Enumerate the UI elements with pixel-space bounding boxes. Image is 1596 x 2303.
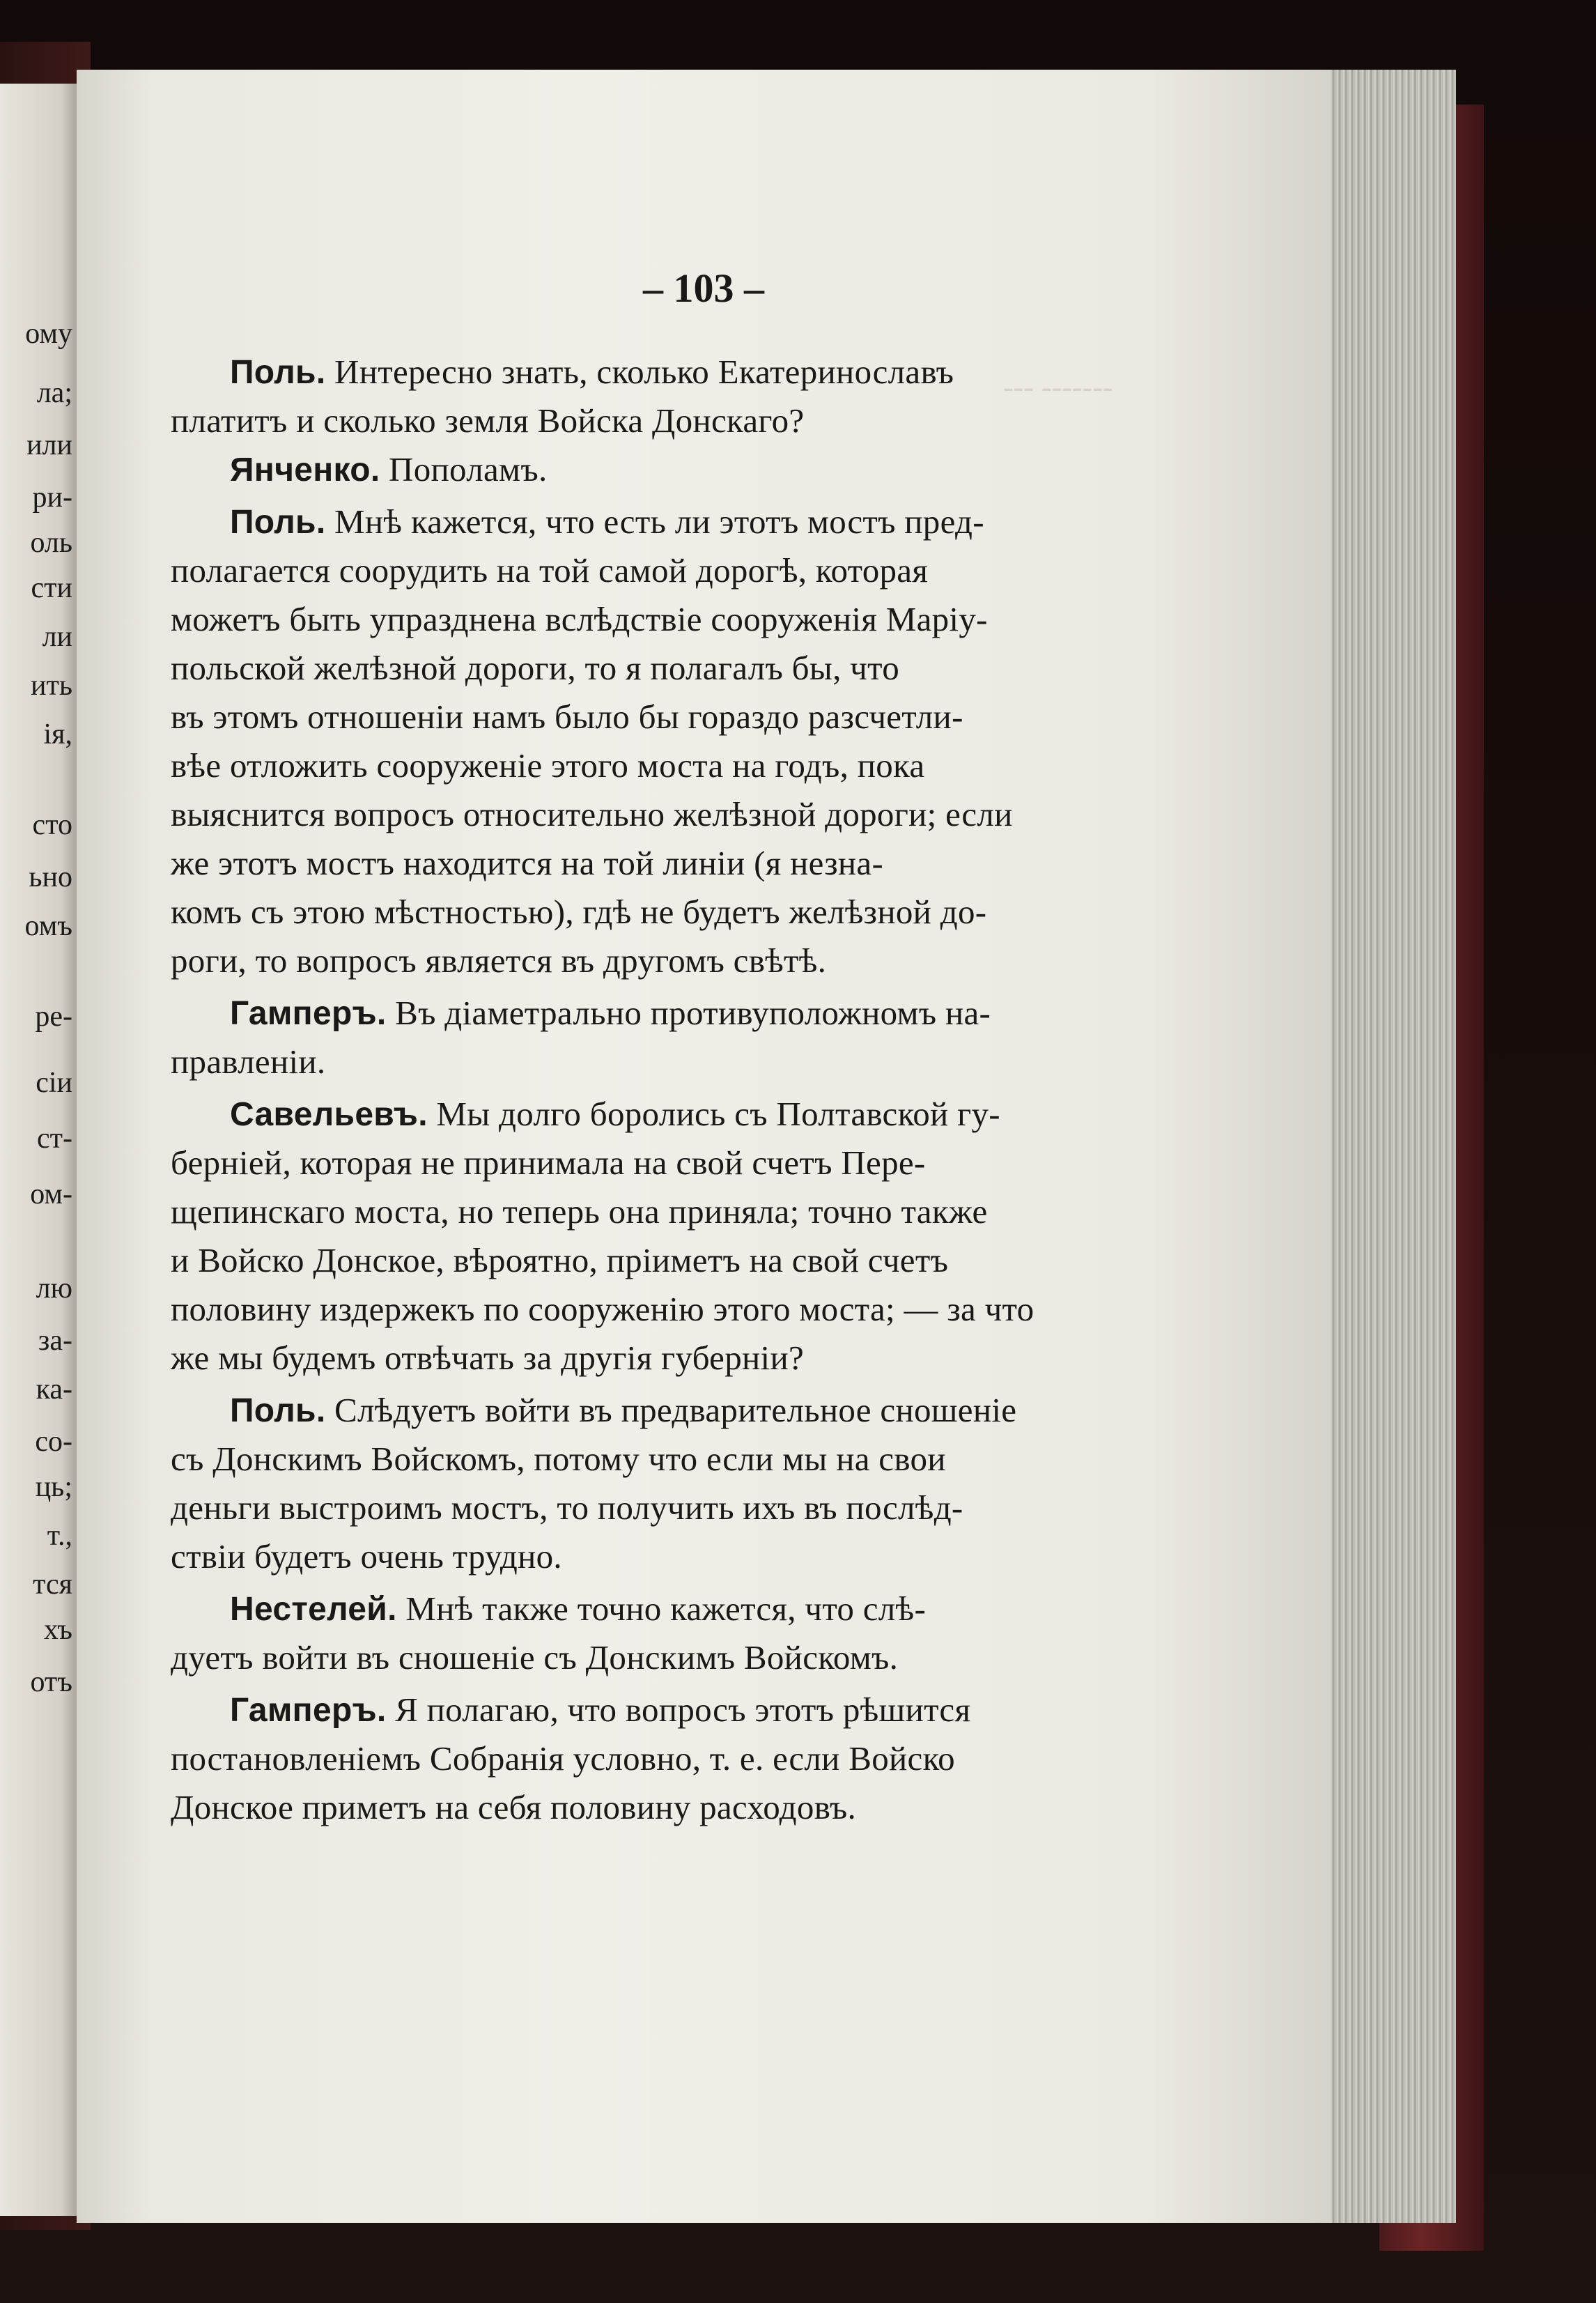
speaker-line xyxy=(230,1589,926,1628)
line-text: роги, то вопросъ является въ другомъ свѣтѣ. xyxy=(171,941,827,980)
line-text: Мнѣ также точно кажется, что слѣ- xyxy=(396,1589,927,1628)
line-text: можетъ быть упразднена вслѣдствіе сооруженія Маріу- xyxy=(171,600,988,638)
speaker-name: Поль. xyxy=(230,354,326,391)
left-margin-fragment: ом- xyxy=(30,1178,72,1210)
left-margin-fragment: ли xyxy=(42,621,72,653)
speaker-name: Гамперъ. xyxy=(230,1692,387,1729)
left-margin-fragment: сто xyxy=(32,809,72,841)
text-line xyxy=(171,1488,963,1527)
line-text: комъ съ этою мѣстностью), гдѣ не будетъ желѣзной до- xyxy=(171,893,987,931)
text-line xyxy=(171,401,804,440)
left-margin-fragment: ла; xyxy=(36,377,72,409)
left-margin-fragment: со- xyxy=(35,1426,72,1458)
line-text: и Войско Донское, вѣроятно, пріиметъ на свой счетъ xyxy=(171,1241,949,1279)
left-margin-fragment: оль xyxy=(30,527,72,559)
text-line xyxy=(171,1787,856,1827)
line-text: платитъ и сколько земля Войска Донскаго? xyxy=(171,401,805,440)
text-line xyxy=(171,746,924,785)
speaker-name: Савельевъ. xyxy=(230,1096,428,1133)
text-line xyxy=(171,892,986,932)
text-line xyxy=(171,941,826,980)
text-line xyxy=(171,1143,926,1183)
line-text: ствіи будетъ очень трудно. xyxy=(171,1537,562,1576)
text-line xyxy=(171,550,928,590)
line-text: Донское приметъ на себя половину расходовъ. xyxy=(171,1788,857,1826)
left-margin-fragment: ре- xyxy=(35,1001,72,1033)
text-line xyxy=(171,1739,955,1778)
line-text: Я полагаю, что вопросъ этотъ рѣшится xyxy=(386,1690,971,1729)
main-page xyxy=(77,70,1331,2223)
left-margin-fragment: ри- xyxy=(32,482,72,514)
line-text: Слѣдуетъ войти въ предварительное сношеніе xyxy=(325,1391,1017,1429)
text-line xyxy=(171,1240,948,1280)
page-number: – 103 – xyxy=(643,265,764,311)
speaker-line xyxy=(230,352,954,392)
text-line xyxy=(171,1338,804,1378)
line-text: вѣе отложить сооруженіе этого моста на годъ, пока xyxy=(171,746,925,785)
left-margin-fragment: лю xyxy=(36,1272,72,1304)
line-text: половину издержекъ по сооруженію этого моста; — за что xyxy=(171,1290,1035,1328)
left-facing-page xyxy=(0,84,77,2216)
line-text: полагается соорудить на той самой дорогѣ, которая xyxy=(171,551,929,590)
text-line xyxy=(171,843,883,883)
left-margin-fragment: отъ xyxy=(30,1666,72,1698)
speaker-name: Гамперъ. xyxy=(230,995,387,1032)
line-text: же мы будемъ отвѣчать за другія губерніи? xyxy=(171,1339,805,1377)
line-text: деньги выстроимъ мостъ, то получить ихъ въ послѣд- xyxy=(171,1488,963,1527)
left-margin-fragment: ка- xyxy=(36,1373,72,1405)
speaker-line xyxy=(230,1390,1016,1430)
line-text: польской желѣзной дороги, то я полагалъ бы, что xyxy=(171,649,899,687)
text-line xyxy=(171,1289,1034,1329)
left-margin-fragment: или xyxy=(26,429,72,461)
text-line xyxy=(171,599,988,639)
text-line xyxy=(171,794,1013,834)
line-text: дуетъ войти въ сношеніе съ Донскимъ Войскомъ. xyxy=(171,1638,899,1677)
left-margin-fragment: ьно xyxy=(29,861,72,893)
text-line xyxy=(171,1536,562,1576)
line-text: постановленіемъ Собранія условно, т. е. если Войско xyxy=(171,1739,955,1778)
text-line xyxy=(171,1192,988,1231)
left-margin-fragment: ить xyxy=(31,670,72,702)
speaker-name: Поль. xyxy=(230,504,326,541)
text-line xyxy=(171,648,899,688)
left-margin-fragment: ому xyxy=(25,318,72,350)
line-text: щепинскаго моста, но теперь она приняла; точно также xyxy=(171,1192,988,1231)
line-text: Мы долго боролись съ Полтавской гу- xyxy=(427,1095,1000,1133)
text-line xyxy=(171,1638,898,1677)
left-margin-fragment: ст- xyxy=(37,1123,72,1155)
line-text: выяснится вопросъ относительно желѣзной дороги; если xyxy=(171,795,1013,833)
speaker-name: Нестелей. xyxy=(230,1591,397,1628)
text-line xyxy=(171,697,963,737)
line-text: въ этомъ отношеніи намъ было бы гораздо разсчетли- xyxy=(171,698,963,736)
speaker-line xyxy=(230,993,991,1033)
left-margin-fragment: ць; xyxy=(35,1471,72,1503)
left-margin-fragment: омъ xyxy=(24,910,72,942)
line-text: съ Донскимъ Войскомъ, потому что если мы на свои xyxy=(171,1440,946,1478)
left-margin-fragment: за- xyxy=(38,1325,72,1357)
left-margin-fragment: тся xyxy=(33,1569,72,1601)
line-text: Въ діаметрально противуположномъ на- xyxy=(386,994,991,1032)
left-margin-fragment: сти xyxy=(31,572,72,604)
line-text: Мнѣ кажется, что есть ли этотъ мостъ пред- xyxy=(325,502,984,541)
line-text: Интересно знать, сколько Екатеринославъ xyxy=(325,353,954,391)
speaker-line xyxy=(230,502,984,541)
page-stack-edges xyxy=(1317,70,1456,2223)
left-margin-fragment: т., xyxy=(47,1520,72,1552)
bleed-through-text: --- ------- xyxy=(1003,370,1113,404)
speaker-name: Поль. xyxy=(230,1392,326,1429)
speaker-name: Янченко. xyxy=(230,452,380,488)
text-line xyxy=(171,1042,325,1081)
line-text: берніей, которая не принимала на свой счетъ Пере- xyxy=(171,1143,926,1182)
text-line xyxy=(171,1439,946,1479)
speaker-line xyxy=(230,449,548,489)
line-text: же этотъ мостъ находится на той линіи (я незна- xyxy=(171,844,884,882)
left-margin-fragment: хъ xyxy=(43,1614,72,1646)
line-text: Пополамъ. xyxy=(380,450,548,488)
speaker-line xyxy=(230,1690,970,1730)
speaker-line xyxy=(230,1094,1000,1134)
line-text: правленіи. xyxy=(171,1042,326,1081)
left-margin-fragment: ія, xyxy=(43,718,72,750)
left-margin-fragment: сіи xyxy=(36,1067,72,1099)
